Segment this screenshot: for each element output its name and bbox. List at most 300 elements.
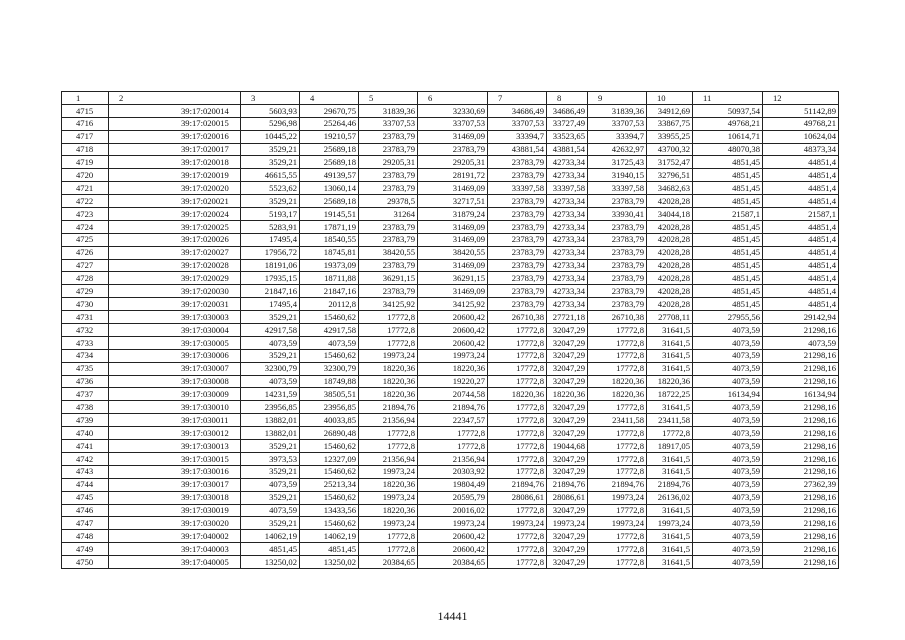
table-cell: 4073,59 — [693, 414, 763, 427]
table-cell: 4742 — [62, 452, 109, 465]
table-cell: 4851,45 — [693, 156, 763, 169]
table-row — [62, 169, 839, 182]
table-cell: 23783,79 — [488, 272, 547, 285]
table-row — [62, 517, 839, 530]
table-cell: 23783,79 — [488, 220, 547, 233]
table-cell: 31641,5 — [647, 465, 693, 478]
table-cell: 33707,53 — [418, 117, 488, 130]
table-cell: 3529,21 — [241, 491, 300, 504]
table-cell: 29142,94 — [763, 311, 839, 324]
table-cell: 17495,4 — [241, 298, 300, 311]
table-cell: 33397,58 — [488, 182, 547, 195]
table-cell: 4851,45 — [241, 543, 300, 556]
table-cell: 29205,31 — [418, 156, 488, 169]
table-cell: 39:17:020020 — [109, 182, 241, 195]
table-cell: 4734 — [62, 349, 109, 362]
table-cell: 5603,93 — [241, 104, 300, 117]
table-cell: 23783,79 — [588, 246, 647, 259]
table-cell: 17772,8 — [488, 530, 547, 543]
table-row — [62, 556, 839, 569]
table-body — [62, 104, 839, 568]
table-cell: 28086,61 — [547, 491, 588, 504]
table-cell: 32047,29 — [547, 375, 588, 388]
table-cell: 19044,68 — [547, 440, 588, 453]
table-cell: 39:17:020014 — [109, 104, 241, 117]
table-cell: 17772,8 — [488, 452, 547, 465]
table-cell: 20112,8 — [300, 298, 359, 311]
table-cell: 14062,19 — [241, 530, 300, 543]
table-cell: 49768,21 — [763, 117, 839, 130]
table-row — [62, 504, 839, 517]
table-cell: 4073,59 — [693, 452, 763, 465]
table-cell: 34912,69 — [647, 104, 693, 117]
table-cell: 14062,19 — [300, 530, 359, 543]
table-cell: 3529,21 — [241, 517, 300, 530]
table-cell: 18220,36 — [647, 375, 693, 388]
table-cell: 39:17:020026 — [109, 233, 241, 246]
table-cell: 26710,38 — [588, 311, 647, 324]
table-cell: 43700,32 — [647, 143, 693, 156]
table-cell: 39:17:020029 — [109, 272, 241, 285]
table-cell: 4723 — [62, 208, 109, 221]
table-cell: 29205,31 — [359, 156, 418, 169]
page-number: 14441 — [437, 609, 468, 623]
table-cell: 31725,43 — [588, 156, 647, 169]
table-cell: 3529,21 — [241, 156, 300, 169]
table-cell: 17772,8 — [588, 401, 647, 414]
table-cell: 39:17:020021 — [109, 195, 241, 208]
table-cell: 17772,8 — [488, 349, 547, 362]
table-cell: 4073,59 — [693, 543, 763, 556]
table-cell: 18220,36 — [359, 504, 418, 517]
table-cell: 21298,16 — [763, 414, 839, 427]
table-cell: 20600,42 — [418, 543, 488, 556]
table-cell: 39:17:030006 — [109, 349, 241, 362]
table-cell: 36291,15 — [418, 272, 488, 285]
table-cell: 4073,59 — [241, 478, 300, 491]
table-cell: 4744 — [62, 478, 109, 491]
table-cell: 42028,28 — [647, 285, 693, 298]
table-cell: 21298,16 — [763, 440, 839, 453]
table-cell: 17772,8 — [359, 530, 418, 543]
table-cell: 33397,58 — [588, 182, 647, 195]
table-cell: 44851,4 — [763, 259, 839, 272]
table-row — [62, 324, 839, 337]
table-cell: 34682,63 — [647, 182, 693, 195]
table-cell: 17772,8 — [488, 401, 547, 414]
table-cell: 19973,24 — [359, 517, 418, 530]
table-cell: 4851,45 — [693, 285, 763, 298]
table-cell: 4731 — [62, 311, 109, 324]
table-cell: 31879,24 — [418, 208, 488, 221]
column-header: 7 — [488, 92, 547, 105]
column-header: 10 — [647, 92, 693, 105]
table-cell: 25689,18 — [300, 195, 359, 208]
table-cell: 42733,34 — [547, 233, 588, 246]
table-row — [62, 543, 839, 556]
table-cell: 19973,24 — [647, 517, 693, 530]
table-cell: 4073,59 — [693, 324, 763, 337]
table-cell: 4729 — [62, 285, 109, 298]
table-cell: 4851,45 — [693, 220, 763, 233]
table-cell: 31469,09 — [418, 130, 488, 143]
table-cell: 32300,79 — [241, 362, 300, 375]
table-cell: 15460,62 — [300, 491, 359, 504]
table-cell: 15460,62 — [300, 465, 359, 478]
table-cell: 43881,54 — [488, 143, 547, 156]
table-cell: 4073,59 — [693, 440, 763, 453]
table-cell: 17956,72 — [241, 246, 300, 259]
table-row — [62, 336, 839, 349]
table-cell: 18220,36 — [359, 478, 418, 491]
table-cell: 4851,45 — [693, 298, 763, 311]
table-cell: 42917,58 — [241, 324, 300, 337]
table-cell: 5193,17 — [241, 208, 300, 221]
table-cell: 42733,34 — [547, 208, 588, 221]
table-cell: 39:17:030005 — [109, 336, 241, 349]
table-cell: 21298,16 — [763, 401, 839, 414]
table-cell: 20595,79 — [418, 491, 488, 504]
table-cell: 21894,76 — [359, 401, 418, 414]
table-cell: 17772,8 — [588, 440, 647, 453]
table-cell: 17772,8 — [488, 543, 547, 556]
table-cell: 4073,59 — [241, 504, 300, 517]
table-cell: 32047,29 — [547, 324, 588, 337]
table-cell: 23783,79 — [359, 182, 418, 195]
table-cell: 42733,34 — [547, 169, 588, 182]
table-cell: 23956,85 — [241, 401, 300, 414]
table-cell: 15460,62 — [300, 517, 359, 530]
table-cell: 4737 — [62, 388, 109, 401]
table-cell: 26710,38 — [488, 311, 547, 324]
table-cell: 23783,79 — [488, 208, 547, 221]
table-cell: 20016,02 — [418, 504, 488, 517]
table-cell: 17772,8 — [588, 504, 647, 517]
table-cell: 10445,22 — [241, 130, 300, 143]
table-cell: 3529,21 — [241, 143, 300, 156]
table-cell: 17772,8 — [488, 375, 547, 388]
table-cell: 4851,45 — [693, 272, 763, 285]
table-cell: 39:17:030017 — [109, 478, 241, 491]
table-cell: 26890,48 — [300, 427, 359, 440]
table-cell: 42733,34 — [547, 285, 588, 298]
table-cell: 17772,8 — [488, 504, 547, 517]
table-cell: 32717,51 — [418, 195, 488, 208]
table-cell: 19973,24 — [359, 491, 418, 504]
table-cell: 39:17:030009 — [109, 388, 241, 401]
table-cell: 32047,29 — [547, 543, 588, 556]
table-cell: 23783,79 — [488, 259, 547, 272]
table-cell: 4719 — [62, 156, 109, 169]
table-cell: 26136,02 — [647, 491, 693, 504]
table-cell: 19373,09 — [300, 259, 359, 272]
table-cell: 32047,29 — [547, 414, 588, 427]
table-cell: 32047,29 — [547, 556, 588, 569]
table-cell: 19973,24 — [488, 517, 547, 530]
table-cell: 4073,59 — [693, 427, 763, 440]
table-cell: 38420,55 — [418, 246, 488, 259]
column-header: 5 — [359, 92, 418, 105]
table-cell: 4073,59 — [693, 530, 763, 543]
table-cell: 19973,24 — [359, 465, 418, 478]
table-cell: 31469,09 — [418, 285, 488, 298]
table-cell: 17772,8 — [488, 427, 547, 440]
table-cell: 4073,59 — [693, 375, 763, 388]
table-cell: 21894,76 — [488, 478, 547, 491]
table-cell: 34125,92 — [418, 298, 488, 311]
table-cell: 21298,16 — [763, 465, 839, 478]
table-cell: 19973,24 — [588, 491, 647, 504]
table-cell: 18220,36 — [588, 388, 647, 401]
table-cell: 4073,59 — [693, 478, 763, 491]
table-cell: 42733,34 — [547, 272, 588, 285]
table-cell: 25689,18 — [300, 156, 359, 169]
table-cell: 4722 — [62, 195, 109, 208]
table-cell: 19973,24 — [359, 349, 418, 362]
table-cell: 36291,15 — [359, 272, 418, 285]
table-cell: 42028,28 — [647, 246, 693, 259]
column-header: 12 — [763, 92, 839, 105]
table-cell: 4073,59 — [693, 362, 763, 375]
table-cell: 4736 — [62, 375, 109, 388]
table-cell: 23783,79 — [588, 233, 647, 246]
table-cell: 4073,59 — [693, 556, 763, 569]
table-cell: 23783,79 — [588, 259, 647, 272]
table-cell: 39:17:030020 — [109, 517, 241, 530]
table-cell: 29670,75 — [300, 104, 359, 117]
table-cell: 12327,09 — [300, 452, 359, 465]
table-cell: 19973,24 — [418, 517, 488, 530]
table-row — [62, 375, 839, 388]
table-cell: 4739 — [62, 414, 109, 427]
table-cell: 18711,88 — [300, 272, 359, 285]
table-cell: 19145,51 — [300, 208, 359, 221]
table-cell: 25213,34 — [300, 478, 359, 491]
table-cell: 44851,4 — [763, 272, 839, 285]
table-cell: 4716 — [62, 117, 109, 130]
table-cell: 10624,04 — [763, 130, 839, 143]
table-cell: 21298,16 — [763, 491, 839, 504]
table-row — [62, 349, 839, 362]
table-cell: 32796,51 — [647, 169, 693, 182]
table-cell: 3529,21 — [241, 440, 300, 453]
table-cell: 21356,94 — [359, 452, 418, 465]
table-cell: 13250,02 — [300, 556, 359, 569]
table-cell: 4748 — [62, 530, 109, 543]
table-cell: 43881,54 — [547, 143, 588, 156]
table-cell: 23783,79 — [359, 130, 418, 143]
table-cell: 28191,72 — [418, 169, 488, 182]
table-cell: 4720 — [62, 169, 109, 182]
table-cell: 23783,79 — [488, 285, 547, 298]
table-cell: 51142,89 — [763, 104, 839, 117]
table-cell: 21298,16 — [763, 452, 839, 465]
table-cell: 32047,29 — [547, 401, 588, 414]
table-cell: 50937,54 — [693, 104, 763, 117]
table-cell: 39:17:030015 — [109, 452, 241, 465]
table-cell: 39:17:030012 — [109, 427, 241, 440]
table-cell: 23783,79 — [488, 246, 547, 259]
table-cell: 17772,8 — [488, 556, 547, 569]
table-cell: 17772,8 — [359, 324, 418, 337]
table-cell: 49768,21 — [693, 117, 763, 130]
table-cell: 17772,8 — [488, 465, 547, 478]
table-cell: 4727 — [62, 259, 109, 272]
table-row — [62, 220, 839, 233]
table-cell: 38420,55 — [359, 246, 418, 259]
table-cell: 21298,16 — [763, 349, 839, 362]
table-cell: 39:17:020015 — [109, 117, 241, 130]
table-cell: 22347,57 — [418, 414, 488, 427]
table-cell: 4073,59 — [693, 349, 763, 362]
table-cell: 42733,34 — [547, 259, 588, 272]
table-cell: 4741 — [62, 440, 109, 453]
table-cell: 4073,59 — [241, 375, 300, 388]
table-cell: 13882,01 — [241, 414, 300, 427]
table-cell: 23783,79 — [488, 195, 547, 208]
table-cell: 42733,34 — [547, 298, 588, 311]
table-cell: 21298,16 — [763, 427, 839, 440]
table-cell: 17772,8 — [588, 362, 647, 375]
table-row — [62, 427, 839, 440]
table-cell: 13882,01 — [241, 427, 300, 440]
table-cell: 19210,57 — [300, 130, 359, 143]
table-row — [62, 362, 839, 375]
table-cell: 4073,59 — [693, 465, 763, 478]
table-cell: 39:17:020019 — [109, 169, 241, 182]
table-cell: 21587,1 — [763, 208, 839, 221]
table-cell: 42028,28 — [647, 298, 693, 311]
table-cell: 25264,46 — [300, 117, 359, 130]
table-cell: 44851,4 — [763, 169, 839, 182]
table-cell: 3529,21 — [241, 349, 300, 362]
table-header-row — [62, 92, 839, 105]
table-cell: 17772,8 — [588, 324, 647, 337]
table-cell: 29378,5 — [359, 195, 418, 208]
table-cell: 28086,61 — [488, 491, 547, 504]
table-cell: 42632,97 — [588, 143, 647, 156]
table-cell: 23783,79 — [588, 285, 647, 298]
table-cell: 42028,28 — [647, 272, 693, 285]
table-cell: 39:17:030011 — [109, 414, 241, 427]
table-row — [62, 208, 839, 221]
table-cell: 4728 — [62, 272, 109, 285]
table-cell: 3973,53 — [241, 452, 300, 465]
table-cell: 44851,4 — [763, 156, 839, 169]
table-cell: 44851,4 — [763, 233, 839, 246]
table-cell: 31641,5 — [647, 530, 693, 543]
table-cell: 39:17:030018 — [109, 491, 241, 504]
table-cell: 21847,16 — [300, 285, 359, 298]
table-cell: 17772,8 — [488, 336, 547, 349]
table-cell: 39:17:020028 — [109, 259, 241, 272]
table-cell: 17772,8 — [588, 465, 647, 478]
table-cell: 31469,09 — [418, 259, 488, 272]
table-cell: 39:17:020016 — [109, 130, 241, 143]
table-cell: 21847,16 — [241, 285, 300, 298]
table-cell: 17935,15 — [241, 272, 300, 285]
table-cell: 20600,42 — [418, 324, 488, 337]
table-cell: 4732 — [62, 324, 109, 337]
table-cell: 39:17:030007 — [109, 362, 241, 375]
table-cell: 33397,58 — [547, 182, 588, 195]
table-cell: 31469,09 — [418, 182, 488, 195]
table-cell: 31641,5 — [647, 504, 693, 517]
table-row — [62, 156, 839, 169]
table-cell: 4718 — [62, 143, 109, 156]
table-cell: 48070,38 — [693, 143, 763, 156]
table-cell: 27721,18 — [547, 311, 588, 324]
table-cell: 14231,59 — [241, 388, 300, 401]
table-cell: 21894,76 — [588, 478, 647, 491]
table-cell: 23783,79 — [488, 156, 547, 169]
table-cell: 31641,5 — [647, 349, 693, 362]
table-cell: 17772,8 — [418, 440, 488, 453]
table-cell: 21894,76 — [547, 478, 588, 491]
table-cell: 42733,34 — [547, 220, 588, 233]
table-cell: 42028,28 — [647, 220, 693, 233]
table-cell: 23783,79 — [359, 259, 418, 272]
table-cell: 44851,4 — [763, 182, 839, 195]
table-row — [62, 414, 839, 427]
table-cell: 4730 — [62, 298, 109, 311]
table-cell: 32047,29 — [547, 427, 588, 440]
table-cell: 32047,29 — [547, 362, 588, 375]
table-cell: 4851,45 — [693, 195, 763, 208]
table-cell: 23783,79 — [359, 285, 418, 298]
table-cell: 31641,5 — [647, 543, 693, 556]
table-cell: 17772,8 — [359, 336, 418, 349]
table-cell: 15460,62 — [300, 349, 359, 362]
table-cell: 31940,15 — [588, 169, 647, 182]
table-cell: 33930,41 — [588, 208, 647, 221]
table-cell: 27362,39 — [763, 478, 839, 491]
table-row — [62, 452, 839, 465]
table-cell: 17871,19 — [300, 220, 359, 233]
table-row — [62, 285, 839, 298]
table-cell: 18220,36 — [359, 375, 418, 388]
table-cell: 44851,4 — [763, 220, 839, 233]
table-cell: 17772,8 — [418, 427, 488, 440]
table-cell: 4746 — [62, 504, 109, 517]
table-cell: 18220,36 — [359, 362, 418, 375]
table-cell: 23783,79 — [359, 143, 418, 156]
table-cell: 23783,79 — [588, 298, 647, 311]
table-cell: 18220,36 — [418, 362, 488, 375]
table-cell: 16134,94 — [693, 388, 763, 401]
table-cell: 23783,79 — [588, 195, 647, 208]
table-cell: 4725 — [62, 233, 109, 246]
table-cell: 13060,14 — [300, 182, 359, 195]
table-cell: 39:17:030013 — [109, 440, 241, 453]
table-cell: 13433,56 — [300, 504, 359, 517]
table-cell: 34686,49 — [547, 104, 588, 117]
table-cell: 39:17:040005 — [109, 556, 241, 569]
table-row — [62, 298, 839, 311]
table-cell: 32047,29 — [547, 530, 588, 543]
table-cell: 18220,36 — [359, 388, 418, 401]
table-cell: 20600,42 — [418, 311, 488, 324]
table-cell: 31264 — [359, 208, 418, 221]
table-cell: 18220,36 — [547, 388, 588, 401]
table-row — [62, 104, 839, 117]
table-row — [62, 130, 839, 143]
table-cell: 19973,24 — [418, 349, 488, 362]
table-cell: 46615,55 — [241, 169, 300, 182]
table-cell: 4715 — [62, 104, 109, 117]
table-cell: 31839,36 — [588, 104, 647, 117]
table-cell: 21298,16 — [763, 517, 839, 530]
